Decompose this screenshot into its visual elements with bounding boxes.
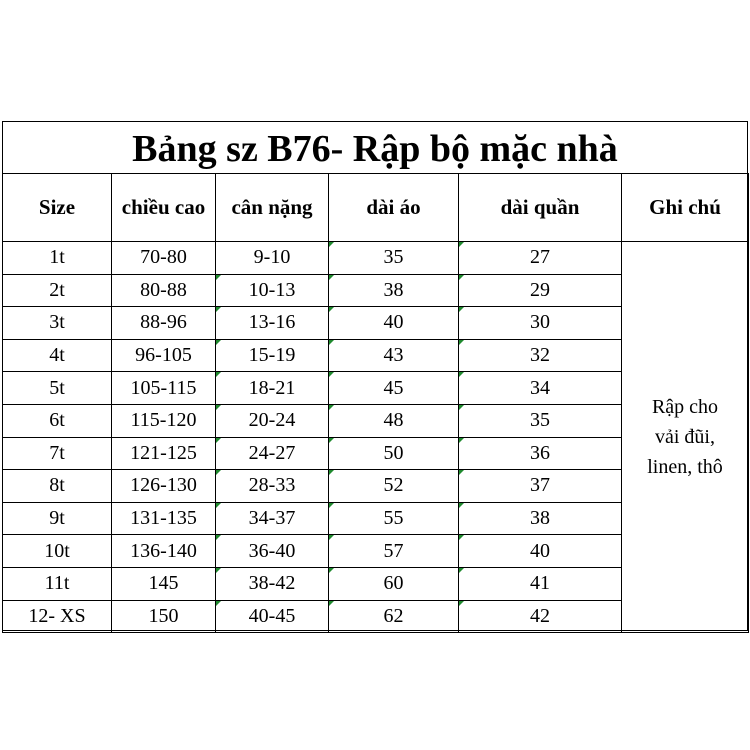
cell-pants-length: 41 xyxy=(459,567,622,600)
cell-height: 121-125 xyxy=(112,437,216,470)
header-shirt-length: dài áo xyxy=(329,174,459,242)
note-cell xyxy=(622,242,749,633)
cell-shirt-length: 62 xyxy=(329,600,459,633)
cell-weight: 13-16 xyxy=(216,307,329,340)
cell-height: 70-80 xyxy=(112,242,216,275)
cell-weight: 10-13 xyxy=(216,274,329,307)
cell-shirt-length: 60 xyxy=(329,567,459,600)
cell-shirt-length: 50 xyxy=(329,437,459,470)
cell-size: 8t xyxy=(3,470,112,503)
cell-size: 6t xyxy=(3,404,112,437)
cell-weight: 28-33 xyxy=(216,470,329,503)
cell-pants-length: 36 xyxy=(459,437,622,470)
table-header-row xyxy=(3,174,749,242)
cell-weight: 38-42 xyxy=(216,567,329,600)
cell-height: 88-96 xyxy=(112,307,216,340)
cell-shirt-length: 43 xyxy=(329,339,459,372)
size-table xyxy=(2,173,749,633)
cell-size: 10t xyxy=(3,535,112,568)
cell-weight: 40-45 xyxy=(216,600,329,633)
cell-height: 136-140 xyxy=(112,535,216,568)
header-height: chiều cao xyxy=(112,174,216,242)
cell-height: 115-120 xyxy=(112,404,216,437)
cell-pants-length: 34 xyxy=(459,372,622,405)
cell-shirt-length: 55 xyxy=(329,502,459,535)
cell-size: 11t xyxy=(3,567,112,600)
header-weight: cân nặng xyxy=(216,174,329,242)
cell-shirt-length: 45 xyxy=(329,372,459,405)
cell-pants-length: 35 xyxy=(459,404,622,437)
cell-pants-length: 29 xyxy=(459,274,622,307)
cell-weight: 9-10 xyxy=(216,242,329,275)
header-note: Ghi chú xyxy=(622,174,749,242)
cell-pants-length: 40 xyxy=(459,535,622,568)
cell-weight: 15-19 xyxy=(216,339,329,372)
cell-height: 96-105 xyxy=(112,339,216,372)
cell-height: 80-88 xyxy=(112,274,216,307)
cell-size: 2t xyxy=(3,274,112,307)
cell-height: 131-135 xyxy=(112,502,216,535)
note-line: Rập cho xyxy=(651,396,719,419)
cell-shirt-length: 52 xyxy=(329,470,459,503)
cell-pants-length: 38 xyxy=(459,502,622,535)
table-row xyxy=(3,242,749,275)
cell-shirt-length: 48 xyxy=(329,404,459,437)
cell-pants-length: 27 xyxy=(459,242,622,275)
cell-pants-length: 37 xyxy=(459,470,622,503)
note-line: vải đũi, xyxy=(655,426,715,449)
cell-weight: 34-37 xyxy=(216,502,329,535)
cell-size: 7t xyxy=(3,437,112,470)
cell-shirt-length: 35 xyxy=(329,242,459,275)
cell-size: 12- XS xyxy=(3,600,112,633)
cell-size: 3t xyxy=(3,307,112,340)
cell-size: 5t xyxy=(3,372,112,405)
cell-weight: 18-21 xyxy=(216,372,329,405)
cell-height: 105-115 xyxy=(112,372,216,405)
cell-weight: 36-40 xyxy=(216,535,329,568)
cell-height: 150 xyxy=(112,600,216,633)
note-line: linen, thô xyxy=(647,456,723,479)
cell-pants-length: 32 xyxy=(459,339,622,372)
cell-size: 4t xyxy=(3,339,112,372)
cell-shirt-length: 40 xyxy=(329,307,459,340)
cell-weight: 20-24 xyxy=(216,404,329,437)
cell-weight: 24-27 xyxy=(216,437,329,470)
page-title: Bảng sz B76- Rập bộ mặc nhà xyxy=(132,128,618,170)
cell-size: 9t xyxy=(3,502,112,535)
header-pants-length: dài quần xyxy=(459,174,622,242)
header-size: Size xyxy=(3,174,112,242)
cell-pants-length: 42 xyxy=(459,600,622,633)
cell-size: 1t xyxy=(3,242,112,275)
cell-shirt-length: 38 xyxy=(329,274,459,307)
cell-shirt-length: 57 xyxy=(329,535,459,568)
cell-height: 145 xyxy=(112,567,216,600)
cell-height: 126-130 xyxy=(112,470,216,503)
cell-pants-length: 30 xyxy=(459,307,622,340)
